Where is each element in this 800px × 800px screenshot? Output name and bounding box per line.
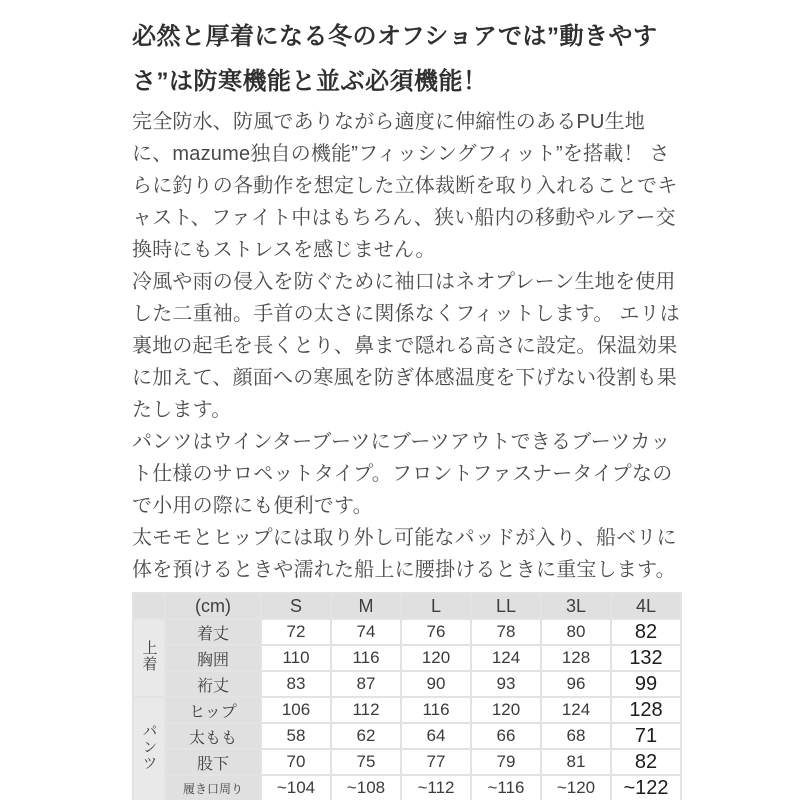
size-value-cell: 93: [471, 671, 541, 697]
description-text-block: [132, 106, 680, 586]
measurement-label: 履き口周り: [165, 775, 261, 800]
size-value-cell: ~116: [471, 775, 541, 800]
size-chart-row: [133, 645, 681, 671]
size-value-cell: 77: [401, 749, 471, 775]
measurement-label: 股下: [165, 749, 261, 775]
size-chart-body: [133, 593, 681, 800]
size-chart-row: [133, 749, 681, 775]
size-value-cell: 128: [611, 697, 681, 723]
size-value-cell: 90: [401, 671, 471, 697]
size-chart-row: [133, 723, 681, 749]
size-value-cell: 99: [611, 671, 681, 697]
size-chart-row: [133, 671, 681, 697]
size-value-cell: 124: [471, 645, 541, 671]
size-value-cell: 82: [611, 619, 681, 645]
size-value-cell: 124: [541, 697, 611, 723]
size-column-header: L: [401, 593, 471, 619]
size-value-cell: ~108: [331, 775, 401, 800]
size-chart-header-row: [133, 593, 681, 619]
size-value-cell: 83: [261, 671, 331, 697]
corner-cell: [133, 593, 165, 619]
description-paragraph: 太モモとヒップには取り外し可能なパッドが入り、船ベリに体を預けるときや濡れた船上に腰掛けるときに重宝します。: [132, 527, 677, 582]
size-value-cell: 74: [331, 619, 401, 645]
size-value-cell: 87: [331, 671, 401, 697]
measurement-label: 裄丈: [165, 671, 261, 697]
unit-label-cell: (cm): [165, 593, 261, 619]
size-value-cell: ~112: [401, 775, 471, 800]
size-chart-row: [133, 697, 681, 723]
size-value-cell: 68: [541, 723, 611, 749]
size-value-cell: 76: [401, 619, 471, 645]
size-chart-row: [133, 619, 681, 645]
measurement-label: 胸囲: [165, 645, 261, 671]
size-column-header: S: [261, 593, 331, 619]
description-paragraph: パンツはウインターブーツにブーツアウトできるブーツカット仕様のサロペットタイプ。フロントファスナータイプなので小用の際にも便利です。: [132, 431, 673, 518]
size-value-cell: 120: [401, 645, 471, 671]
garment-group-label: [133, 697, 165, 800]
size-value-cell: 96: [541, 671, 611, 697]
size-value-cell: 78: [471, 619, 541, 645]
size-value-cell: 71: [611, 723, 681, 749]
garment-group-label-text: 上着: [140, 640, 158, 673]
size-value-cell: 116: [401, 697, 471, 723]
garment-group-label: [133, 619, 165, 697]
size-chart-table: [132, 592, 682, 800]
size-value-cell: 70: [261, 749, 331, 775]
garment-group-label-text: パンツ: [140, 723, 158, 772]
headline: 必然と厚着になる冬のオフショアでは”動きやすさ”は防寒機能と並ぶ必須機能！: [132, 23, 658, 96]
measurement-label: 着丈: [165, 619, 261, 645]
size-value-cell: 58: [261, 723, 331, 749]
size-column-header: LL: [471, 593, 541, 619]
size-value-cell: 110: [261, 645, 331, 671]
size-value-cell: 128: [541, 645, 611, 671]
size-value-cell: 75: [331, 749, 401, 775]
size-value-cell: 79: [471, 749, 541, 775]
size-chart-row: [133, 775, 681, 800]
size-value-cell: ~122: [611, 775, 681, 800]
size-value-cell: 72: [261, 619, 331, 645]
size-value-cell: 64: [401, 723, 471, 749]
size-value-cell: 116: [331, 645, 401, 671]
size-column-header: M: [331, 593, 401, 619]
description-paragraph: 完全防水、防風でありながら適度に伸縮性のあるPU生地に、mazume独自の機能”フィッシングフィット”を搭載！ さらに釣りの各動作を想定した立体裁断を取り入れることでキャスト、ファイト中はもちろん、狭い船内の移動やルアー交換時にもストレスを感じません。: [132, 111, 678, 262]
size-value-cell: 66: [471, 723, 541, 749]
size-value-cell: 106: [261, 697, 331, 723]
description-paragraph: 冷風や雨の侵入を防ぐために袖口はネオプレーン生地を使用した二重袖。手首の太さに関係なくフィットします。 エリは裏地の起毛を長くとり、鼻まで隠れる高さに設定。保温効果に加えて、顔面への寒風を防ぎ体感温度を下げない役割も果たします。: [132, 271, 680, 422]
size-value-cell: 120: [471, 697, 541, 723]
size-value-cell: 82: [611, 749, 681, 775]
measurement-label: 太もも: [165, 723, 261, 749]
size-value-cell: 80: [541, 619, 611, 645]
size-value-cell: 132: [611, 645, 681, 671]
measurement-label: ヒップ: [165, 697, 261, 723]
size-value-cell: ~120: [541, 775, 611, 800]
size-value-cell: 112: [331, 697, 401, 723]
size-value-cell: 62: [331, 723, 401, 749]
size-column-header: 4L: [611, 593, 681, 619]
size-column-header: 3L: [541, 593, 611, 619]
size-value-cell: ~104: [261, 775, 331, 800]
size-value-cell: 81: [541, 749, 611, 775]
